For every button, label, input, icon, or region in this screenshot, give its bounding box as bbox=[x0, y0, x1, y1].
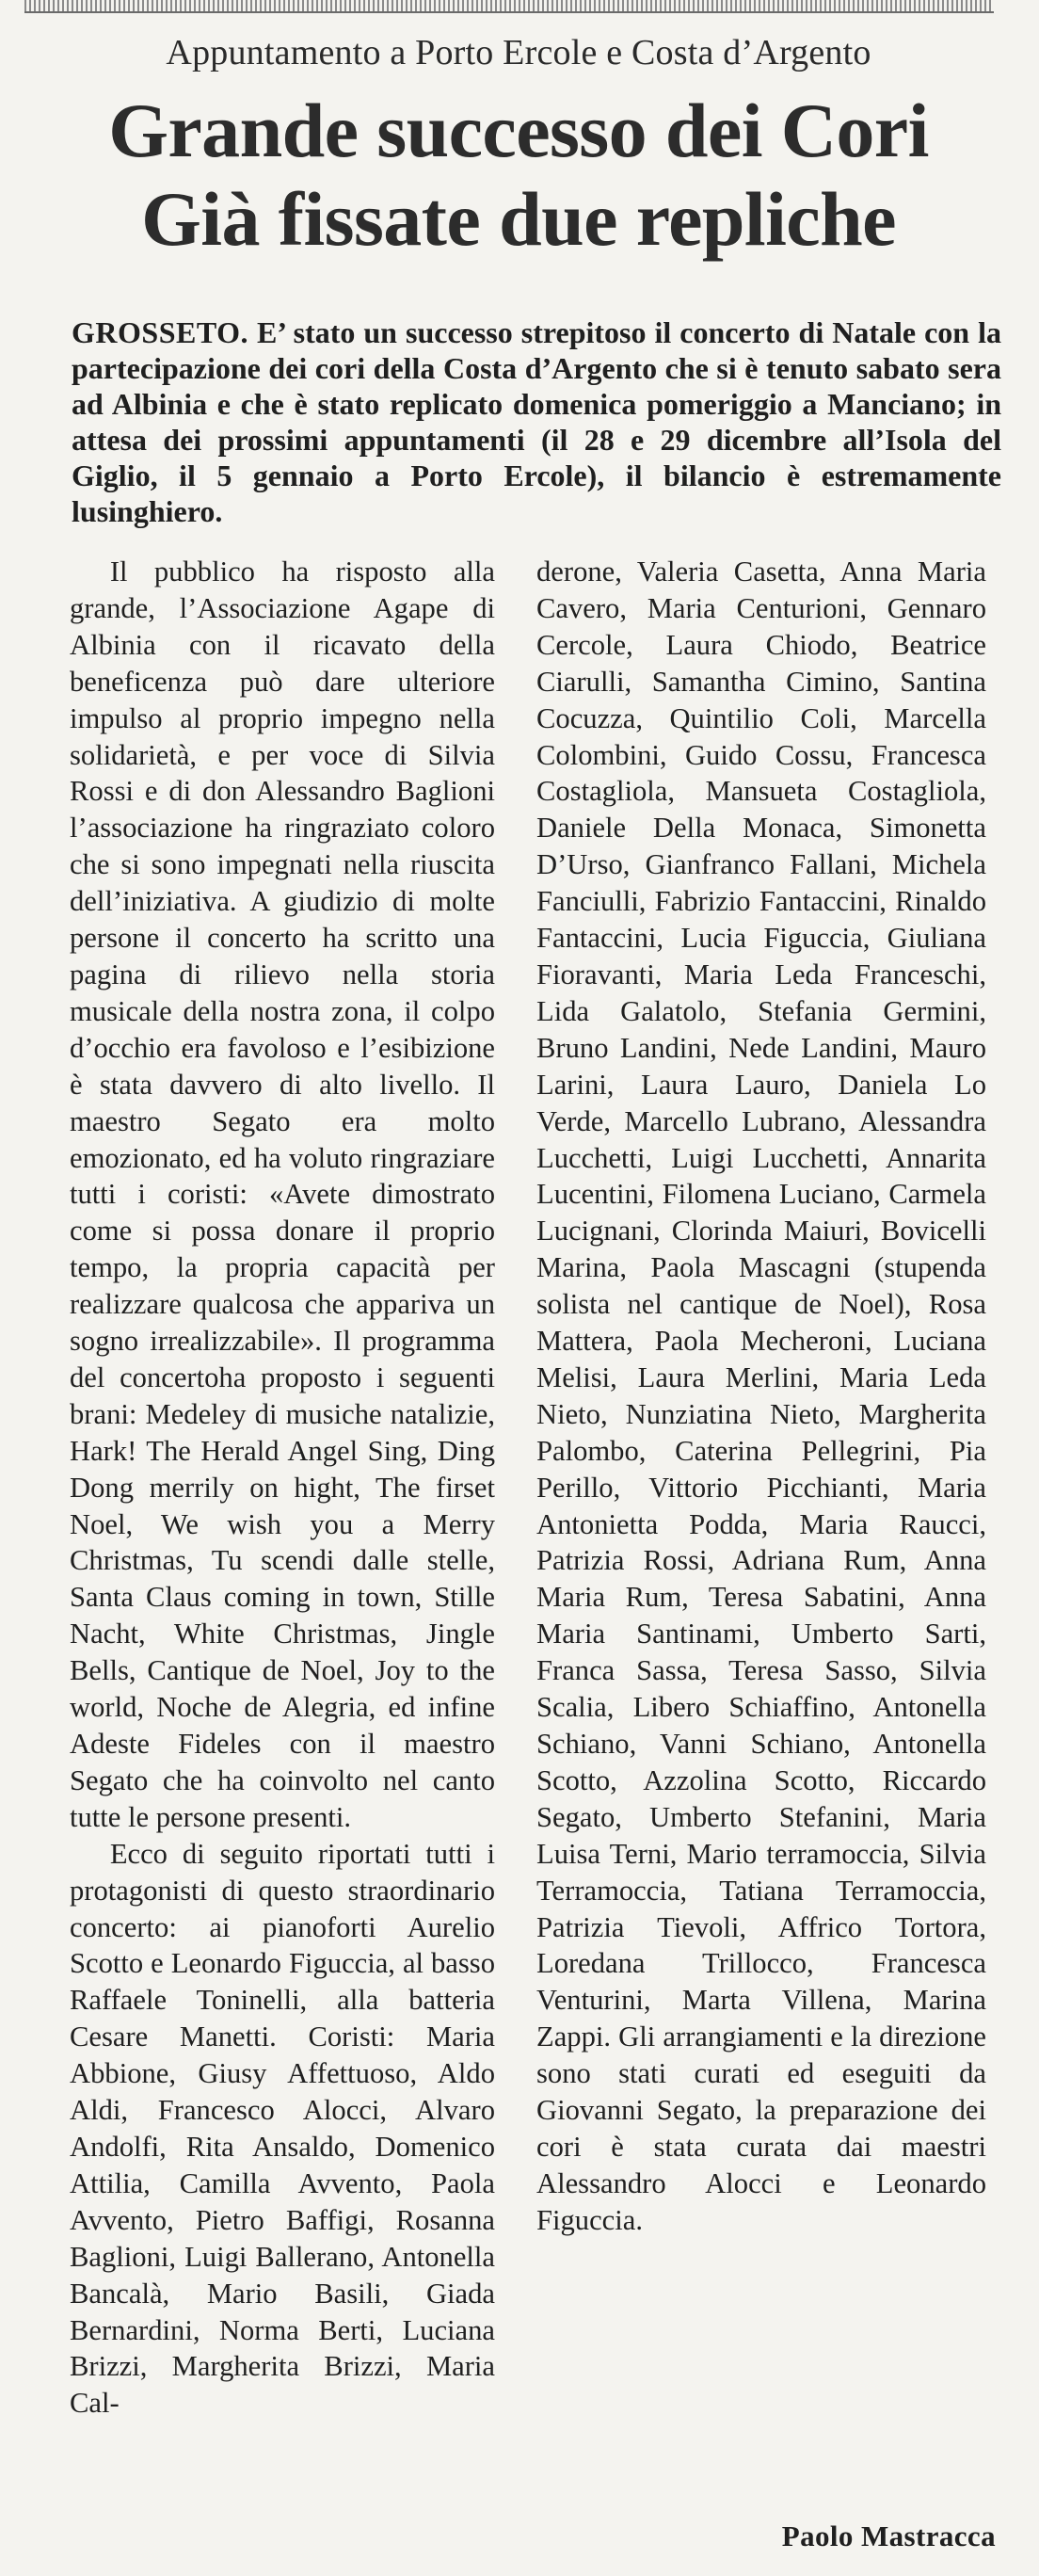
body-paragraph-2: Ecco di seguito riportati tutti i protagonisti di questo straordinario concerto: ai pianoforti Aurelio Scotto e Leonardo Figuccia, al basso Raffaele Toninelli, alla batteria Cesare Manetti. Coristi: Maria Abbione, Giusy Affettuoso, Aldo Aldi, Francesco Alocci, Alvaro Andolfi, Rita Ansaldo, Domenico Attilia, Camilla Avvento, Paola Avvento, Pietro Baffigi, Rosanna Baglioni, Luigi Ballerano, Antonella Bancalà, Mario Basili, Giada Bernardini, Norma Berti, Luciana Brizzi, Margherita Brizzi, Maria Cal- bbox=[70, 1837, 495, 2420]
headline-line-2: Già fissate due repliche bbox=[141, 176, 896, 262]
lead-text: E’ stato un successo strepitoso il concerto di Natale con la partecipazione dei cori della Costa d’Argento che si è tenuto sabato sera ad Albinia e che è stato replicato domenica pomeriggio a Manciano; in attesa dei prossimi appuntamenti (il 28 e 29 dicembre all’Isola del Giglio, il 5 gennaio a Porto Ercole), il bilancio è estremamente lusinghiero. bbox=[72, 315, 1001, 528]
kicker: Appuntamento a Porto Ercole e Costa d’Argento bbox=[166, 33, 871, 72]
body-column-1 bbox=[70, 554, 495, 2422]
body-paragraph-1: Il pubblico ha risposto alla grande, l’Associazione Agape di Albinia con il ricavato della beneficenza può dare ulteriore impulso al proprio impegno nella solidarietà, e per voce di Silvia Rossi e di don Alessandro Baglioni l’associazione ha ringraziato coloro che si sono impegnati nella riuscita dell’iniziativa. A giudizio di molte persone il concerto ha scritto una pagina di rilievo nella storia musicale della nostra zona, il colpo d’occhio era favoloso e l’esibizione è stata davvero di alto livello. Il maestro Segato era molto emozionato, ed ha voluto ringraziare tutti i coristi: «Avete dimostrato come si possa donare il proprio tempo, la propria capacità per realizzare qualcosa che appariva un sogno irrealizzabile». Il programma del concertoha proposto i seguenti brani: Medeley di musiche natalizie, Hark! The Herald Angel Sing, Ding Dong merrily on hight, The firset Noel, We wish you a Merry Christmas, Tu scendi dalle stelle, Santa Claus coming in town, Stille Nacht, White Christmas, Jingle Bells, Cantique de Noel, Joy to the world, Noche de Alegria, ed infine Adeste Fideles con il maestro Segato che ha coinvolto nel canto tutte le persone presenti. bbox=[70, 555, 495, 1833]
body-paragraph-2-continued: derone, Valeria Casetta, Anna Maria Cavero, Maria Centurioni, Gennaro Cercole, Laura Chiodo, Beatrice Ciarulli, Samantha Cimino, Santina Cocuzza, Quintilio Coli, Marcella Colombini, Guido Cossu, Francesca Costagliola, Mansueta Costagliola, Daniele Della Monaca, Simonetta D’Urso, Gianfranco Fallani, Michela Fanciulli, Fabrizio Fantaccini, Rinaldo Fantaccini, Lucia Figuccia, Giuliana Fioravanti, Maria Leda Franceschi, Lida Galatolo, Stefania Germini, Bruno Landini, Nede Landini, Mauro Larini, Laura Lauro, Daniela Lo Verde, Marcello Lubrano, Alessandra Lucchetti, Luigi Lucchetti, Annarita Lucentini, Filomena Luciano, Carmela Lucignani, Clorinda Maiuri, Bovicelli Marina, Paola Mascagni (stupenda solista nel cantique de Noel), Rosa Mattera, Paola Mecheroni, Luciana Melisi, Laura Merlini, Maria Leda Nieto, Nunziatina Nieto, Margherita Palombo, Caterina Pellegrini, Pia Perillo, Vittorio Picchianti, Maria Antonietta Podda, Maria Raucci, Patrizia Rossi, Adriana Rum, Anna Maria Rum, Teresa Sabatini, Anna Maria Santinami, Umberto Sarti, Franca Sassa, Teresa Sasso, Silvia Scalia, Libero Schiaffino, Antonella Schiano, Vanni Schiano, Antonella Scotto, Azzolina Scotto, Riccardo Segato, Umberto Stefanini, Maria Luisa Terni, Mario terramoccia, Silvia Terramoccia, Tatiana Terramoccia, Patrizia Tievoli, Affrico Tortora, Loredana Trillocco, Francesca Venturini, Marta Villena, Marina Zappi. Gli arrangiamenti e la direzione sono stati curati ed eseguiti da Giovanni Segato, la preparazione dei cori è stata curata dai maestri Alessandro Alocci e Leonardo Figuccia. bbox=[536, 555, 986, 2236]
headline-line-1: Grande successo dei Cori bbox=[108, 88, 929, 173]
headline bbox=[34, 87, 1003, 264]
top-rule bbox=[24, 0, 994, 13]
author-signature: Paolo Mastracca bbox=[781, 2520, 996, 2552]
dateline: GROSSETO. bbox=[72, 315, 248, 349]
body-column-2 bbox=[536, 554, 986, 2239]
lead-paragraph bbox=[72, 314, 1001, 529]
